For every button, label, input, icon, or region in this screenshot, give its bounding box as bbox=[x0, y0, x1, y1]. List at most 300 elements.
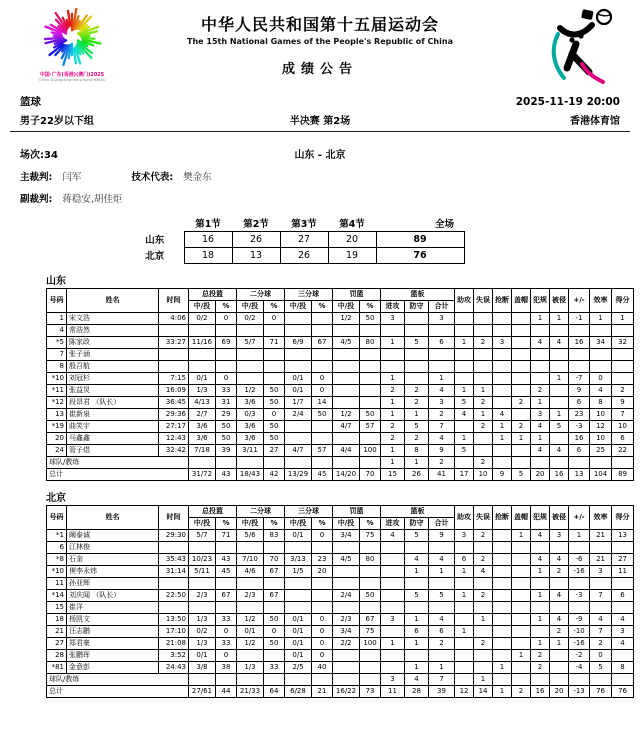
stat-cell bbox=[590, 541, 612, 553]
stat-cell: 14 bbox=[312, 396, 333, 408]
col-pct: % bbox=[264, 300, 285, 312]
stat-cell bbox=[569, 577, 590, 589]
stat-cell: 1 bbox=[405, 661, 429, 673]
player-name: 杨凯文 bbox=[67, 613, 159, 625]
stat-cell: 0 bbox=[216, 312, 237, 324]
col-ft: 罚篮 bbox=[333, 288, 381, 300]
stat-cell bbox=[189, 601, 216, 613]
stat-cell: 0/2 bbox=[189, 625, 216, 637]
stat-cell: 4/5 bbox=[333, 553, 360, 565]
stat-cell bbox=[455, 456, 474, 468]
stat-cell bbox=[512, 360, 531, 372]
player-name: 汪志鹏 bbox=[67, 625, 159, 637]
stat-cell bbox=[493, 360, 512, 372]
col-points: 得分 bbox=[612, 288, 634, 312]
report-title: 成绩公告 bbox=[281, 62, 358, 77]
stat-cell bbox=[405, 649, 429, 661]
stat-cell bbox=[360, 661, 381, 673]
games-logo-caption-en: China Guangdong·Hong Kong·Macao bbox=[39, 78, 105, 83]
stat-cell: 18 bbox=[47, 613, 67, 625]
stat-cell: 50 bbox=[360, 408, 381, 420]
player-row bbox=[47, 372, 634, 384]
stat-cell bbox=[474, 360, 493, 372]
stat-cell bbox=[512, 384, 531, 396]
stat-cell: 1 bbox=[381, 637, 405, 649]
referee-label: 主裁判: bbox=[20, 172, 53, 183]
grand-totals-row bbox=[47, 468, 634, 480]
stat-cell: 1/7 bbox=[285, 396, 312, 408]
stat-cell bbox=[312, 432, 333, 444]
stat-cell: 3:52 bbox=[159, 649, 189, 661]
stat-cell: 7 bbox=[429, 673, 455, 685]
stat-cell: 0/1 bbox=[285, 372, 312, 384]
stat-cell: 71 bbox=[216, 529, 237, 541]
stat-cell bbox=[285, 673, 312, 685]
stat-cell bbox=[512, 601, 531, 613]
stat-cell: 4 bbox=[590, 384, 612, 396]
stat-cell: 4/7 bbox=[285, 444, 312, 456]
stat-cell bbox=[216, 673, 237, 685]
stat-cell bbox=[550, 360, 569, 372]
stat-cell: 67 bbox=[264, 589, 285, 601]
stat-cell: 1 bbox=[531, 637, 550, 649]
stat-cell: *10 bbox=[47, 565, 67, 577]
stat-cell: -13 bbox=[569, 685, 590, 697]
stat-cell: 2 bbox=[405, 396, 429, 408]
player-row bbox=[47, 577, 634, 589]
stat-cell bbox=[429, 541, 455, 553]
stat-cell: 27 bbox=[612, 553, 634, 565]
stat-cell: 1 bbox=[474, 613, 493, 625]
stat-cell: 69 bbox=[216, 336, 237, 348]
stat-cell: 10 bbox=[590, 432, 612, 444]
quarter-score: 13 bbox=[232, 247, 280, 263]
col-ft: 罚篮 bbox=[333, 505, 381, 517]
stat-cell: 3/6 bbox=[189, 420, 216, 432]
stat-cell bbox=[612, 360, 634, 372]
stat-cell: *14 bbox=[47, 589, 67, 601]
stat-cell bbox=[333, 601, 360, 613]
player-name: 宋文浩 bbox=[67, 312, 159, 324]
stat-cell: 2 bbox=[531, 661, 550, 673]
games-title-en: The 15th National Games of the People's Republic of China bbox=[187, 37, 453, 46]
stat-cell: 0 bbox=[590, 649, 612, 661]
col-plusminus: +/- bbox=[569, 288, 590, 312]
stat-cell: 1 bbox=[550, 372, 569, 384]
matchup: 山东 - 北京 bbox=[294, 150, 346, 161]
col-efficiency: 效率 bbox=[590, 505, 612, 529]
stat-cell: 6 bbox=[612, 589, 634, 601]
stat-cell: 50 bbox=[264, 384, 285, 396]
stat-cell bbox=[360, 348, 381, 360]
stat-cell: 3 bbox=[429, 312, 455, 324]
stat-cell: *8 bbox=[47, 553, 67, 565]
stat-cell bbox=[569, 673, 590, 685]
quarter-score: 20 bbox=[328, 231, 376, 247]
stat-cell: 75 bbox=[360, 529, 381, 541]
stat-cell: 104 bbox=[590, 468, 612, 480]
stat-cell bbox=[159, 601, 189, 613]
stat-cell: 2 bbox=[474, 589, 493, 601]
final-score: 89 bbox=[376, 231, 464, 247]
stat-cell bbox=[360, 360, 381, 372]
stat-cell bbox=[590, 324, 612, 336]
group-label: 男子22岁以下组 bbox=[20, 116, 94, 127]
stat-cell: 1 bbox=[47, 312, 67, 324]
stat-cell bbox=[493, 589, 512, 601]
col-blocks: 盖帽 bbox=[512, 288, 531, 312]
stat-cell: 2/3 bbox=[333, 613, 360, 625]
row-label: 球队/教练 bbox=[47, 456, 189, 468]
stat-cell bbox=[237, 649, 264, 661]
quarter-score: 19 bbox=[328, 247, 376, 263]
stat-cell: 11 bbox=[381, 685, 405, 697]
stat-cell: 3 bbox=[590, 565, 612, 577]
stat-cell: 1/2 bbox=[237, 384, 264, 396]
quarter-header: 第1节 bbox=[195, 218, 221, 230]
stat-cell: 2 bbox=[474, 420, 493, 432]
referee-name: 闫军 bbox=[62, 172, 82, 183]
stat-cell: 50 bbox=[264, 396, 285, 408]
stat-cell: 32:42 bbox=[159, 444, 189, 456]
stat-cell: 31:14 bbox=[159, 565, 189, 577]
stat-cell bbox=[550, 577, 569, 589]
stat-cell: 16 bbox=[569, 432, 590, 444]
stat-cell: 1 bbox=[405, 456, 429, 468]
quarter-scores bbox=[126, 215, 632, 264]
stat-cell bbox=[312, 360, 333, 372]
stat-cell bbox=[512, 565, 531, 577]
quarter-score-row bbox=[126, 231, 464, 247]
stat-cell: 13 bbox=[569, 468, 590, 480]
stat-cell bbox=[429, 601, 455, 613]
stat-cell: 73 bbox=[360, 685, 381, 697]
stat-cell bbox=[285, 324, 312, 336]
stat-cell bbox=[285, 348, 312, 360]
quarter-header: 全场 bbox=[434, 218, 454, 230]
stat-cell bbox=[360, 384, 381, 396]
stat-cell bbox=[550, 661, 569, 673]
stat-cell: 7/10 bbox=[237, 553, 264, 565]
stat-cell bbox=[405, 360, 429, 372]
stat-cell: *11 bbox=[47, 384, 67, 396]
player-row bbox=[47, 589, 634, 601]
stat-cell: 1 bbox=[405, 637, 429, 649]
stat-cell bbox=[360, 577, 381, 589]
stat-cell: 27/61 bbox=[189, 685, 216, 697]
stat-cell: 57 bbox=[312, 444, 333, 456]
stat-cell: -16 bbox=[569, 637, 590, 649]
stat-cell: 3/6 bbox=[237, 432, 264, 444]
stat-cell: 0/1 bbox=[285, 613, 312, 625]
stat-cell bbox=[237, 324, 264, 336]
stat-cell bbox=[216, 456, 237, 468]
stat-cell: 80 bbox=[360, 336, 381, 348]
stat-cell bbox=[264, 541, 285, 553]
stat-cell: 4 bbox=[531, 420, 550, 432]
stat-cell bbox=[189, 577, 216, 589]
stat-cell: 12 bbox=[590, 420, 612, 432]
stat-cell bbox=[531, 601, 550, 613]
stat-cell: 33 bbox=[216, 384, 237, 396]
stat-cell: 50 bbox=[264, 432, 285, 444]
col-made-att: 中/投 bbox=[285, 300, 312, 312]
stat-cell bbox=[285, 312, 312, 324]
stat-cell: 20 bbox=[47, 432, 67, 444]
player-name: 石奎 bbox=[67, 553, 159, 565]
stat-cell: 26 bbox=[405, 468, 429, 480]
stat-cell: 0 bbox=[216, 625, 237, 637]
stat-cell: 10 bbox=[474, 468, 493, 480]
umpire-row bbox=[8, 191, 632, 205]
stat-cell: 4 bbox=[405, 553, 429, 565]
stat-cell bbox=[493, 613, 512, 625]
stat-cell bbox=[285, 432, 312, 444]
quarter-score: 26 bbox=[232, 231, 280, 247]
stat-cell: 4 bbox=[405, 673, 429, 685]
stat-cell bbox=[159, 324, 189, 336]
stat-cell: 3/6 bbox=[189, 432, 216, 444]
stat-cell: 70 bbox=[264, 553, 285, 565]
stat-cell bbox=[264, 360, 285, 372]
stat-cell: 4 bbox=[429, 384, 455, 396]
stat-cell bbox=[333, 432, 360, 444]
stat-cell bbox=[612, 456, 634, 468]
stat-cell bbox=[612, 577, 634, 589]
stat-cell bbox=[455, 541, 474, 553]
stat-cell bbox=[333, 649, 360, 661]
stat-cell: 1 bbox=[405, 408, 429, 420]
stat-cell bbox=[493, 384, 512, 396]
stat-cell bbox=[455, 577, 474, 589]
basketball-pictogram-icon bbox=[532, 6, 618, 86]
stat-cell: 45 bbox=[312, 468, 333, 480]
stat-cell: 27 bbox=[47, 637, 67, 649]
stat-cell bbox=[333, 348, 360, 360]
player-name: 阚泰诚 bbox=[67, 529, 159, 541]
stat-cell bbox=[474, 541, 493, 553]
player-row bbox=[47, 432, 634, 444]
stat-cell bbox=[612, 601, 634, 613]
stat-cell: 80 bbox=[360, 553, 381, 565]
stat-cell: 21 bbox=[312, 685, 333, 697]
stat-cell bbox=[285, 601, 312, 613]
stat-cell bbox=[312, 577, 333, 589]
stat-cell bbox=[381, 348, 405, 360]
stat-cell bbox=[474, 312, 493, 324]
stat-cell bbox=[493, 649, 512, 661]
stat-cell bbox=[381, 589, 405, 601]
player-row bbox=[47, 565, 634, 577]
stat-cell bbox=[405, 324, 429, 336]
stat-cell bbox=[550, 601, 569, 613]
col-made-att: 中/投 bbox=[237, 300, 264, 312]
stat-cell: 1 bbox=[512, 432, 531, 444]
col-time: 时间 bbox=[159, 505, 189, 529]
stat-cell bbox=[512, 589, 531, 601]
stat-cell: 2 bbox=[550, 565, 569, 577]
row-label: 总计 bbox=[47, 468, 189, 480]
stat-cell: 6 bbox=[47, 541, 67, 553]
stat-cell: 4 bbox=[531, 444, 550, 456]
stat-cell bbox=[550, 649, 569, 661]
stat-cell bbox=[285, 456, 312, 468]
stat-cell bbox=[550, 384, 569, 396]
quarter-header: 第4节 bbox=[339, 218, 365, 230]
stat-cell bbox=[455, 420, 474, 432]
stat-cell: *5 bbox=[47, 336, 67, 348]
stat-cell: 0 bbox=[312, 613, 333, 625]
stat-cell bbox=[333, 360, 360, 372]
stat-cell: 10/23 bbox=[189, 553, 216, 565]
col-off-reb: 进攻 bbox=[381, 300, 405, 312]
stat-cell: 5 bbox=[455, 396, 474, 408]
quarter-score-row bbox=[126, 247, 464, 263]
player-row bbox=[47, 529, 634, 541]
stat-cell: 1 bbox=[474, 384, 493, 396]
stat-cell: 27:17 bbox=[159, 420, 189, 432]
stat-cell bbox=[550, 432, 569, 444]
stat-cell: 1 bbox=[474, 408, 493, 420]
stat-cell: 4 bbox=[612, 613, 634, 625]
stat-cell: 50 bbox=[216, 420, 237, 432]
stat-cell: -1 bbox=[569, 312, 590, 324]
stat-cell: 0 bbox=[312, 384, 333, 396]
stat-cell: 5 bbox=[512, 468, 531, 480]
col-made-att: 中/投 bbox=[333, 517, 360, 529]
stat-cell: 3 bbox=[531, 408, 550, 420]
stat-cell: 5 bbox=[590, 661, 612, 673]
stat-cell bbox=[590, 348, 612, 360]
player-row bbox=[47, 649, 634, 661]
stat-cell: 20 bbox=[312, 565, 333, 577]
stat-cell: 0 bbox=[312, 649, 333, 661]
col-off-reb: 进攻 bbox=[381, 517, 405, 529]
games-logo bbox=[26, 8, 118, 83]
stat-cell: 1/3 bbox=[189, 384, 216, 396]
stat-cell bbox=[360, 396, 381, 408]
stat-cell: 1 bbox=[493, 420, 512, 432]
stat-cell bbox=[531, 577, 550, 589]
stat-cell: 1 bbox=[550, 312, 569, 324]
stat-cell: 3/6 bbox=[237, 396, 264, 408]
stat-cell bbox=[360, 673, 381, 685]
stat-cell: 1/3 bbox=[189, 613, 216, 625]
stat-cell bbox=[531, 625, 550, 637]
games-logo-burst-icon bbox=[40, 8, 104, 70]
stat-cell bbox=[237, 372, 264, 384]
stat-cell: 1 bbox=[512, 649, 531, 661]
col-made-att: 中/投 bbox=[333, 300, 360, 312]
stat-cell: 1 bbox=[381, 336, 405, 348]
stat-cell bbox=[312, 589, 333, 601]
stat-cell: 1 bbox=[550, 637, 569, 649]
box-score-table-beijing bbox=[46, 505, 634, 698]
stat-cell bbox=[312, 420, 333, 432]
stat-cell bbox=[159, 348, 189, 360]
stat-cell bbox=[189, 324, 216, 336]
stat-cell: 2 bbox=[531, 649, 550, 661]
stat-cell bbox=[360, 601, 381, 613]
stat-cell bbox=[493, 565, 512, 577]
stat-cell bbox=[189, 360, 216, 372]
stat-cell: 17:10 bbox=[159, 625, 189, 637]
player-row bbox=[47, 384, 634, 396]
stat-cell: 9 bbox=[569, 384, 590, 396]
stat-cell bbox=[474, 372, 493, 384]
stat-cell: 29:36 bbox=[159, 408, 189, 420]
stat-cell: 1/5 bbox=[285, 565, 312, 577]
stat-cell bbox=[360, 432, 381, 444]
stat-cell: 3/4 bbox=[333, 625, 360, 637]
quarter-header: 第3节 bbox=[291, 218, 317, 230]
stat-cell bbox=[512, 408, 531, 420]
stat-cell bbox=[429, 324, 455, 336]
stat-cell: 76 bbox=[590, 685, 612, 697]
stat-cell: 14 bbox=[474, 685, 493, 697]
stat-cell: 1 bbox=[381, 408, 405, 420]
stat-cell: 1 bbox=[405, 613, 429, 625]
player-row bbox=[47, 625, 634, 637]
stat-cell: 1 bbox=[455, 589, 474, 601]
stat-cell: 1 bbox=[531, 312, 550, 324]
stat-cell: 16:09 bbox=[159, 384, 189, 396]
stat-cell: 2 bbox=[429, 637, 455, 649]
stat-cell: 1 bbox=[429, 661, 455, 673]
player-name: 郑君豪 bbox=[67, 637, 159, 649]
final-score: 76 bbox=[376, 247, 464, 263]
quarter-score: 16 bbox=[184, 231, 232, 247]
stat-cell: 20 bbox=[531, 468, 550, 480]
team-section-shandong bbox=[46, 272, 632, 481]
stat-cell: 0/1 bbox=[285, 529, 312, 541]
stat-cell: 39 bbox=[216, 444, 237, 456]
stat-cell: 2/2 bbox=[333, 637, 360, 649]
round-label: 半决赛 第2场 bbox=[289, 116, 351, 127]
stat-cell: 2 bbox=[474, 529, 493, 541]
stat-cell bbox=[531, 324, 550, 336]
stat-cell: 24:43 bbox=[159, 661, 189, 673]
box-score-table-shandong bbox=[46, 288, 634, 481]
stat-cell: 25 bbox=[590, 444, 612, 456]
stat-cell: *81 bbox=[47, 661, 67, 673]
row-label: 总计 bbox=[47, 685, 189, 697]
stat-cell: 3/8 bbox=[189, 661, 216, 673]
stat-cell: -7 bbox=[569, 372, 590, 384]
stat-cell bbox=[360, 565, 381, 577]
stat-cell: *10 bbox=[47, 372, 67, 384]
stat-cell: 64 bbox=[264, 685, 285, 697]
box-score-header bbox=[47, 288, 634, 312]
stat-cell bbox=[569, 348, 590, 360]
player-name: 崔洋 bbox=[67, 601, 159, 613]
col-assists: 助攻 bbox=[455, 288, 474, 312]
stat-cell: -2 bbox=[569, 649, 590, 661]
stat-cell: 50 bbox=[264, 420, 285, 432]
stat-cell bbox=[333, 541, 360, 553]
stat-cell bbox=[455, 637, 474, 649]
stat-cell: 50 bbox=[360, 312, 381, 324]
stat-cell: -10 bbox=[569, 625, 590, 637]
stat-cell bbox=[455, 601, 474, 613]
stat-cell: 6/28 bbox=[285, 685, 312, 697]
stat-cell bbox=[512, 613, 531, 625]
stat-cell: 11/16 bbox=[189, 336, 216, 348]
stat-cell bbox=[237, 673, 264, 685]
stat-cell bbox=[493, 541, 512, 553]
stat-cell: 39 bbox=[429, 685, 455, 697]
stat-cell bbox=[612, 372, 634, 384]
